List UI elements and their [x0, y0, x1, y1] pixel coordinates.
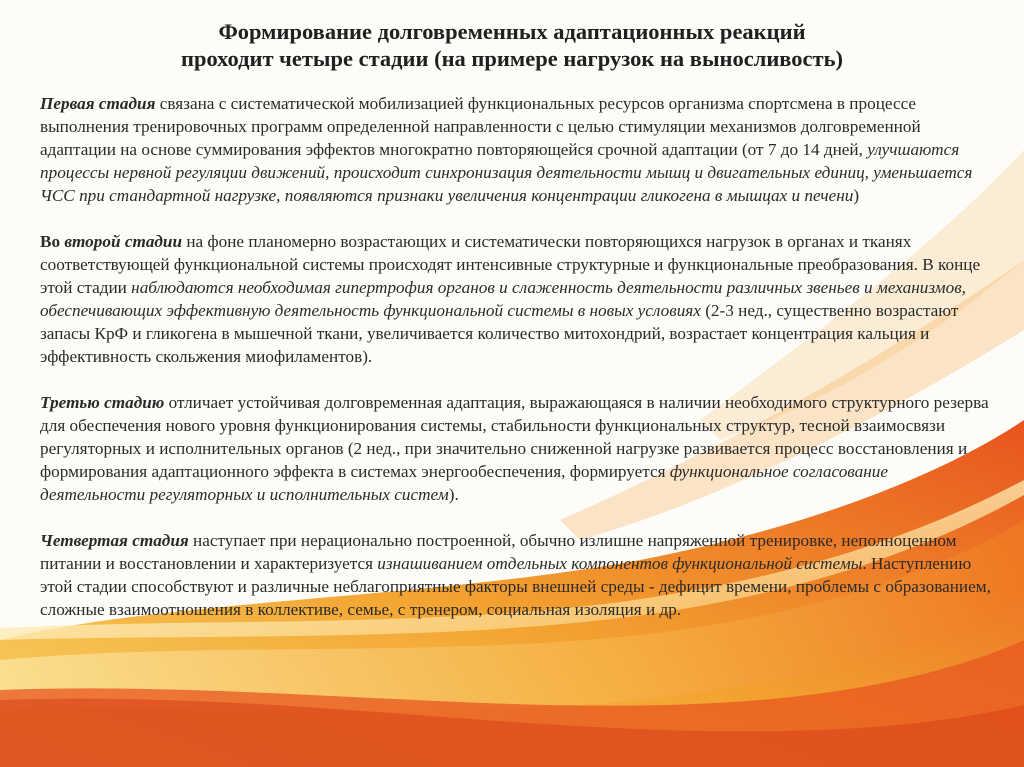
stage-4-italic: изнашиванием отдельных компонентов функциональной системы: [377, 554, 863, 573]
stage-1-italic: улучшаются процессы нервной регуляции движений, происходит синхронизация деятельности мышц и двигательных единиц, уменьшается ЧСС при стандартной нагрузке, появляются признаки увеличения концентрации гликогена в мышцах и печени: [40, 140, 973, 205]
stage-1-text-2: ): [853, 186, 860, 205]
stage-1-text-1: связана с систематической мобилизацией функциональных ресурсов организма спортсмена в процессе выполнения тренировочных программ определенной направленности с целью стимуляции механизмов долговременной адаптации на основе суммирования эффектов многократно повторяющейся срочной адаптации (от 7 до 14 дней,: [40, 94, 921, 159]
title-line-1: Формирование долговременных адаптационных реакций: [218, 19, 806, 44]
body-text: [40, 92, 995, 621]
stage-3-lead: Третью стадию: [40, 393, 165, 412]
paragraph-stage-1: [40, 92, 995, 207]
stage-2-prefix: Во: [40, 232, 65, 251]
stage-2-text-1: на фоне планомерно возрастающих и систематически повторяющихся нагрузок в органах и тканях соответствующей функциональной системы происходят интенсивные структурные и функциональные преобразования. В конце этой стадии: [40, 232, 981, 297]
title-line-2: проходит четыре стадии (на примере нагрузок на выносливость): [181, 46, 843, 71]
stage-3-text-2: ).: [448, 485, 459, 504]
stage-4-text-2: . Наступлению этой стадии способствуют и различные неблагоприятные факторы внешней среды - дефицит времени, проблемы с образованием, сложные взаимоотношения в коллективе, семье, с тренером, социальная изоляция и др.: [40, 554, 991, 619]
paragraph-stage-4: [40, 529, 995, 621]
stage-3-italic: функциональное согласование деятельности регуляторных и исполнительных систем: [40, 462, 888, 504]
paragraph-stage-2: [40, 230, 995, 368]
slide-title: [40, 18, 984, 72]
stage-2-text-2: (2-3 нед., существенно возрастают запасы КрФ и гликогена в мышечной ткани, увеличивается количество митохондрий, возрастает концентрация кальция и эффективность скольжения миофиламентов).: [40, 301, 959, 366]
stage-1-lead: Первая стадия: [40, 94, 156, 113]
stage-2-lead: второй стадии: [64, 232, 183, 251]
stage-2-italic: наблюдаются необходимая гипертрофия органов и слаженность деятельности различных звеньев и механизмов, обеспечивающих эффективную деятельность функциональной системы в новых условиях: [40, 278, 966, 320]
stage-4-text-1: наступает при нерационально построенной, обычно излишне напряженной тренировке, неполноценном питании и восстановлении и характеризуется: [40, 531, 957, 573]
stage-4-lead: Четвертая стадия: [40, 531, 189, 550]
stage-3-text-1: отличает устойчивая долговременная адаптация, выражающаяся в наличии необходимого структурного резерва для обеспечения нового уровня функционирования системы, стабильности функциональных структур, тесной взаимосвязи регуляторных и исполнительных органов (2 нед., при значительно сниженной нагрузке развивается процесс восстановления и формирования адаптационного эффекта в системах энергообеспечения, формируется: [40, 393, 989, 481]
paragraph-stage-3: [40, 391, 995, 506]
